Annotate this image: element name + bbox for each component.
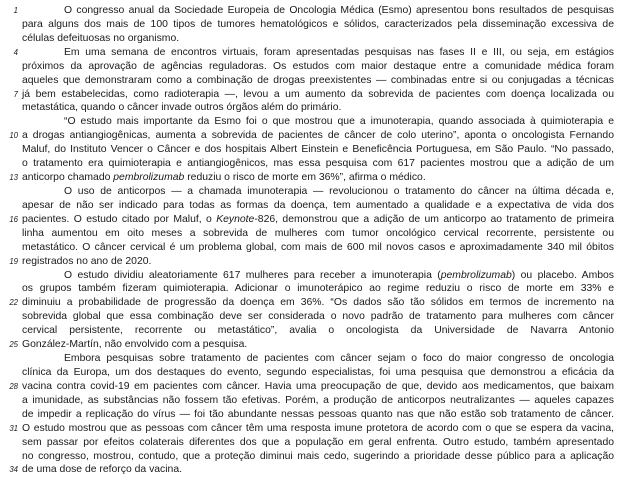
line-text: no congresso, mostrou, contudo, que a proteção diminui mais cedo, sugerindo a prioridade desse público para a aplicação [22,450,615,462]
text-line [9,422,614,436]
line-text: sobrevida global que essa combinação deve ser considerada o novo padrão de tratamento para mulheres com câncer [22,311,614,323]
text-line [22,74,614,88]
text-line [9,380,614,394]
text-line [9,338,614,352]
line-text: O uso de anticorpos — a chamada imunoterapia — revolucionou o tratamento do câncer na última década e, [64,185,614,197]
text-line [9,171,614,185]
text-line [9,463,614,477]
text-line [13,88,614,102]
line-text: O estudo mostrou que as pessoas com câncer têm uma resposta imune protetora de acordo com o que se espera da vacina, [22,422,614,434]
line-text: células defeituosas no organismo. [22,32,180,44]
text-line [22,394,614,408]
text-line [22,366,614,380]
line-text: o tratamento era quimioterapia e antiangiogênicos, mas essa pesquisa com 617 pacientes mostrou que a adição de um [22,158,614,170]
line-text: vacina contra covid-19 em pacientes com câncer. Havia uma preocupação de que, devido aos medicamentos, que baixam [22,380,614,392]
line-text: registrados no ano de 2020. [22,255,152,267]
text-line [22,143,614,157]
text-line [22,269,614,283]
line-number: 7 [13,89,18,99]
text-line [22,408,614,422]
text-line [22,227,614,241]
line-number: 10 [9,131,18,141]
line-number: 16 [9,214,18,224]
line-text: já bem estabelecidas, como radioterapia —, levou a um aumento da sobrevida de pacientes com doença localizada ou [22,88,614,100]
line-text: Embora pesquisas sobre tratamento de pacientes com câncer sejam o foco do maior congresso de oncologia [64,353,614,365]
line-number: 22 [9,298,18,308]
line-text: metastático. O câncer cervical é um problema global, com mais de 600 mil novos casos e aproximadamente 340 mil óbitos [22,241,614,253]
line-text: sem passar por efeitos colaterais diferentes dos que a população em geral enfrenta. Outro estudo, também apresentado [22,436,614,448]
line-text: próximos da aprovação de agências reguladoras. Os estudos com maior destaque entre a comunidade médica foram [22,60,614,72]
line-number: 19 [9,256,18,266]
line-text: a drogas antiangiogênicas, aumenta a sobrevida de pacientes de câncer de colo uterino”, aponta o oncologista Fernando [22,130,614,142]
text-line [22,241,614,255]
line-text: aqueles que demonstraram como a combinação de drogas preexistentes — combinadas entre si ou conjugadas a técnicas [22,74,614,86]
text-line [22,157,614,171]
line-text: Em uma semana de encontros virtuais, foram apresentadas pesquisas nas fases II e III, ou seja, em estágios [64,46,614,58]
line-text: pacientes. O estudo citado por Maluf, o Keynote-826, demonstrou que a adição de um anticorpo ao tratamento de primeira [22,213,614,225]
line-text: os grupos também fizeram quimioterapia. Adicionar o imunoterápico ao regime reduziu o risco de morte em 33% e [22,283,614,295]
line-text: “O estudo mais importante da Esmo foi o que mostrou que a imunoterapia, quando associada à quimioterapia e [64,116,614,128]
line-text: Maluf, do Instituto Vencer o Câncer e dos hospitais Albert Einstein e Beneficência Portuguesa, em São Paulo. “No passado, [22,144,614,156]
line-text: linha aumentou em oito meses a sobrevida de mulheres com tumor oncológico cervical recorrente, persistente ou [22,227,614,239]
text-line [22,436,614,450]
line-text: clínica da Europa, um dos destaques do evento, segundo especialistas, foi uma pesquisa que demonstrou a eficácia da [22,366,614,378]
text-line [22,185,614,199]
text-line [9,255,614,269]
text-line [22,60,614,74]
text-line [22,352,614,366]
text-line [13,4,614,18]
line-text: O estudo dividiu aleatoriamente 617 mulheres para receber a imunoterapia (pembrolizumab) ou placebo. Ambos [64,269,615,281]
text-line [22,282,614,296]
text-line [22,32,614,46]
text-line [22,199,614,213]
line-number: 1 [13,6,18,15]
line-text: diminuiu a probabilidade de progressão da doença em 36%. “Os dados são tão sólidos em termos de incremento na [22,297,614,309]
line-text: para alguns dos mais de 100 tipos de tumores hematológicos e sólidos, caracterizados pela disseminação excessiva de [22,18,614,30]
text-line [22,450,614,464]
line-number: 31 [9,423,18,433]
text-line [22,115,614,129]
line-text: González-Martín, não envolvido com a pesquisa. [22,339,248,351]
line-text: O congresso anual da Sociedade Europeia de Oncologia Médica (Esmo) apresentou bons resultados de pesquisas [64,5,614,16]
line-text: de uma dose de reforço da vacina. [22,464,182,476]
line-number: 34 [9,465,18,475]
line-text: de impedir a replicação do vírus — foi tão abundante nessas pessoas quanto nas que não estão sob tratamento de câncer. [22,408,614,420]
text-line [22,324,614,338]
line-text: apesar de não ser indicado para todas as formas da doença, tem aumentado a qualidade e a expectativa de vida dos [22,199,614,211]
text-line [22,310,614,324]
text-line [22,101,614,115]
line-text: cervical persistente, recorrente ou metastático”, avalia o oncologista da Universidade de Navarra Antonio [22,325,614,337]
text-line [22,18,614,32]
line-text: anticorpo chamado pembrolizumab reduziu o risco de morte em 36%”, afirma o médico. [22,172,426,184]
line-text: a imunidade, as substâncias não fossem tão efetivas. Porém, a produção de anticorpos neutralizantes — aqueles capazes [22,394,614,406]
line-number: 28 [9,381,18,391]
text-line [13,46,614,60]
line-number: 4 [13,47,18,57]
line-number: 25 [9,340,18,350]
text-line [9,296,614,310]
line-number: 13 [9,173,18,183]
text-line [9,129,614,143]
line-text: metastática, quando o câncer invade outros órgãos além do primário. [22,102,342,114]
text-line [9,213,614,227]
